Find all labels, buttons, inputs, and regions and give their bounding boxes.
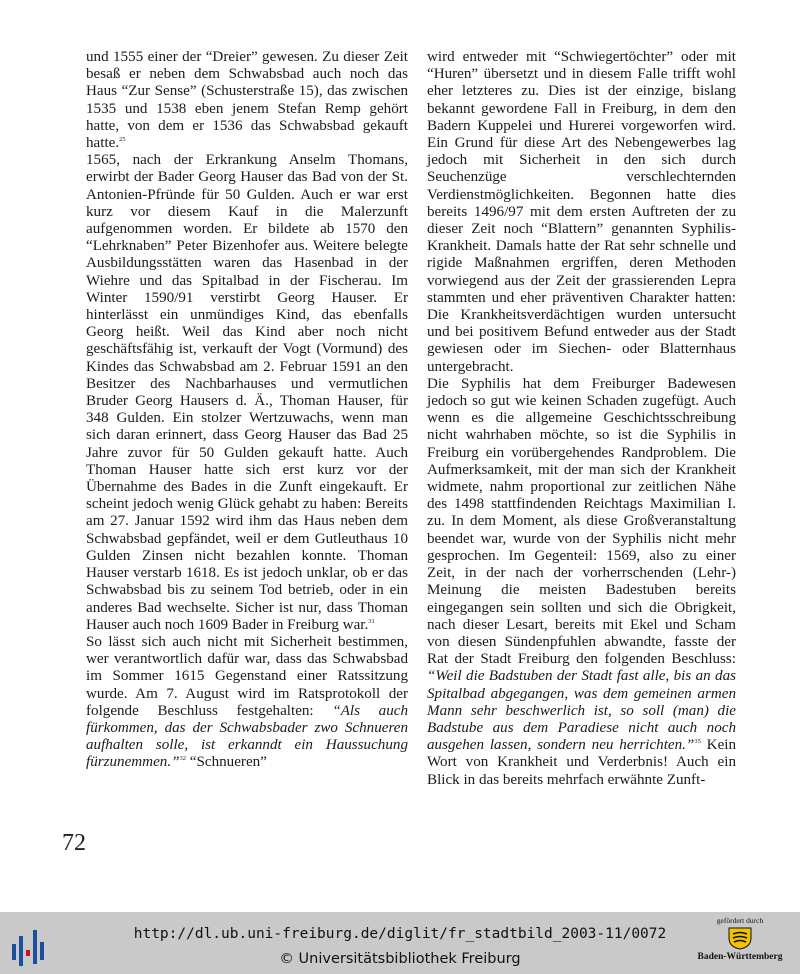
funding-badge xyxy=(690,914,790,972)
paragraph: Die Syphilis hat dem Freiburger Badewesen jedoch so gut wie keinen Schaden zugefügt. Auch wenn es die allgemeine Geschichtsschreibung nicht wahrhaben möchte, so ist die Syphilis in Freiburg ein vorübergehendes Randproblem. Die Aufmerksamkeit, mit der man sich der Krankheit widmete, nahm proportional zur zeitlichen Nähe des 1498 stattfindenden Reichtags Maximilian I. zu. In dem Moment, als diese Großveranstaltung beendet war, wurde von der Syphilis nicht mehr gesprochen. Im Gegenteil: 1569, also zu einer Zeit, in der nach der vorherrschenden (Lehr-) Meinung die meisten Badestuben bereits eingegangen sein sollten und sich die Obrigkeit, nach dieser Lesart, bereits mit Ekel und Scham von diesen Sündenpfuhlen abwandte, fasste der Rat der Stadt Freiburg den folgenden Beschluss: “Weil die Badstuben der Stadt fast alle, bis an das Spitalbad abgegangen, was dem gemeinen armen Mann sehr beschwerlich ist, so soll (man) die Badstube aus dem Paradiese nicht auch noch ausgehen lassen, sondern neu herrichten.”$^{35}$ Kein Wort von Krankheit und Verderbnis! Auch ein Blick in das bereits mehrfach erwähnte Zunft- xyxy=(427,375,737,788)
paragraph: und 1555 einer der “Dreier” gewesen. Zu dieser Zeit besaß er neben dem Schwabsbad auch noch das Haus “Zur Sense” (Schusterstraße 15), das zwischen 1535 und 1538 eben jenem Stefan Remp gehört hatte, von dem er 1536 das Schwabsbad gekauft hatte.$^{25}$ xyxy=(86,49,408,152)
footnote-ref: 31 xyxy=(368,617,375,625)
footnote-ref: 35 xyxy=(694,738,701,746)
source-url-link[interactable]: http://dl.ub.uni-freiburg.de/diglit/fr_stadtbild_2003-11/0072 xyxy=(133,926,667,942)
copyright-text: © Universitätsbibliothek Freiburg xyxy=(279,951,521,967)
right-column xyxy=(427,49,736,789)
footer-bar xyxy=(0,912,800,974)
left-column xyxy=(86,49,408,772)
footnote-ref: 32 xyxy=(179,755,186,763)
paragraph: 1565, nach der Erkrankung Anselm Thomans, erwirbt der Bader Georg Hauser das Bad von der St. Antonien-Pfründe für 50 Gulden. Auch er war erst kurz vor diesem Kauf in die Malerzunft aufgenommen worden. Er bildete ab 1570 den “Lehrknaben” Peter Bizenhofer aus. Weitere belegte Ausbildungsstätten waren das Hasenbad in der Wiehre und das Spitalbad in der Fischerau. Im Winter 1590/91 verstirbt Georg Hauser. Er hinterlässt ein unmündiges Kind, das ebenfalls Georg heißt. Weil das Kind aber noch nicht geschäftsfähig ist, verkauft der Vogt (Vormund) des Kindes das Schwabsbad am 2. Februar 1591 an den Besitzer des Nachbarhauses und vermutlichen Bruder Georg Hausers d. Ä., Thoman Hauser, für 348 Gulden. Ein stolzer Wertzuwachs, wenn man sich daran erinnert, dass Georg Hauser das Bad 25 Jahre zuvor für 50 Gulden gekauft hatte. Auch Thoman Hauser hatte sich erst kurz vor der Übernahme des Bades in die Zunft eingekauft. Er scheint jedoch wenig Glück gehabt zu haben: Bereits am 27. Januar 1592 wird ihm das Haus neben dem Schwabsbad gepfändet, weil er dem Gutleuthaus 10 Gulden Zinsen nicht bezahlen konnte. Thoman Hauser verstarb 1618. Es ist jedoch unklar, ob er das Schwabsbad bis zu seinem Tod betrieb, oder in ein anderes Bad wechselte. Sicher ist nur, dass Thoman Hauser auch noch 1609 Bader in Freiburg war.$^{31}$ xyxy=(86,152,408,633)
page-number: 72 xyxy=(62,830,86,856)
quote: “Weil die Badstuben der Stadt fast alle, bis an das Spitalbad abgegangen, was dem gemeinen armen Mann sehr beschwerlich ist, so soll (man) die Badstube aus dem Paradiese nicht auch noch ausgehen lassen, sondern neu herrichten.” xyxy=(427,668,736,754)
coat-of-arms-icon xyxy=(726,926,754,950)
paragraph: wird entweder mit “Schwiegertöchter” oder mit “Huren” übersetzt und in diesem Falle trifft wohl eher letzteres zu. Dies ist der einzige, bislang bekannt gewordene Fall in Freiburg, in dem den Badern Kuppelei und Hurerei vorgeworfen wird. Ein Grund für diese Art des Nebengewerbes lag jedoch mit Sicherheit in den sich durch Seuchenzüge verschlechternden Verdienstmöglichkeiten. Begonnen hatte dies bereits 1496/97 mit dem ersten Auftreten der zu dieser Zeit noch “Blattern” genannten Syphilis-Krankheit. Damals hatte der Rat sehr schnelle und rigide Maßnahmen ergriffen, deren Methoden vorwiegend aus der Zeit der grassierenden Lepra stammten und eher präventiven Charakter hatten: Die Krankheitsverdächtigen wurden untersucht und bei positivem Befund entweder aus der Stadt gewiesen oder im Siechen- oder Blatternhaus untergebracht. xyxy=(427,49,736,375)
badge-label: Baden-Württemberg xyxy=(697,952,783,962)
quote: “Als auch fürkommen, das der Schwabsbader zwo Schnueren aufhalten solle, ist erkanndt ein Haussuchung fürzunemmen.” xyxy=(86,702,409,771)
paragraph: So lässt sich auch nicht mit Sicherheit bestimmen, wer verantwortlich dafür war, dass das Schwabsbad im Sommer 1615 Gegenstand einer Ratssitzung wurde. Am 7. August wird im Ratsprotokoll der folgende Beschluss festgehalten: “Als auch fürkommen, das der Schwabsbader zwo Schnueren aufhalten solle, ist erkanndt ein Haussuchung fürzunemmen.”$^{32}$ “Schnueren” xyxy=(86,633,409,771)
badge-caption: gefördert durch xyxy=(716,916,764,925)
footnote-ref: 25 xyxy=(119,135,126,143)
